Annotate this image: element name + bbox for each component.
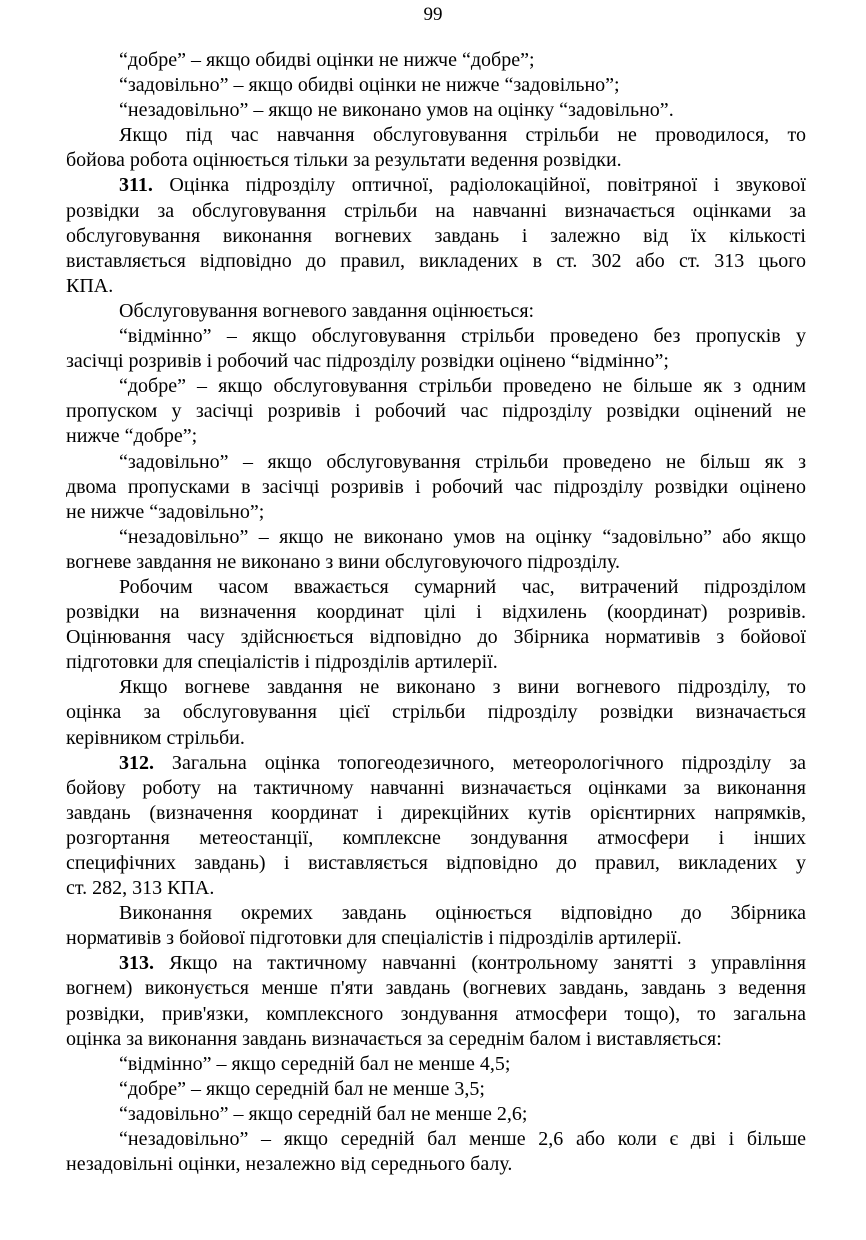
document-body [66,48,806,1177]
text-line: “відмінно” – якщо обслуговування стрільби проведено без пропусків у [119,325,806,348]
text-line: нормативів з бойової підготовки для спеціалістів і підрозділів артилерії. [66,927,682,950]
paragraph [66,299,806,324]
text-line [66,173,806,198]
text-line: Виконання окремих завдань оцінюється відповідно до Збірника [119,902,806,925]
text-line: не нижче “задовільно”; [66,500,265,523]
text-line: двома пропусками в засічці розривів і робочий час підрозділу розвідки оцінено [66,475,806,498]
text-line: бойову роботу на тактичному навчанні визначається оцінками за виконання [66,776,806,799]
text-line: специфічних завдань) і виставляється відповідно до правил, викладених у [66,852,806,874]
text-line: керівником стрільби. [66,726,245,749]
paragraph [66,374,806,449]
paragraph [66,1102,806,1127]
text-line: обслуговування виконання вогневих завдань і залежно від їх кількості [66,224,806,247]
line-text: Якщо на тактичному навчанні (контрольному занятті з управління [154,952,806,975]
text-line: “добре” – якщо обидві оцінки не нижче “добре”; [119,49,535,71]
text-line [66,751,806,776]
text-line: Обслуговування вогневого завдання оцінюється: [119,299,535,322]
text-line: “незадовільно” – якщо середній бал менше 2,6 або коли є дві і більше [119,1128,806,1151]
text-line: незадовільні оцінки, незалежно від середнього балу. [66,1153,513,1176]
text-line: вогневе завдання не виконано з вини обслуговуючого підрозділу. [66,550,620,573]
paragraph [66,675,806,750]
text-line: “відмінно” – якщо середній бал не менше 4,5; [119,1052,511,1075]
text-line: пропуском у засічці розривів і робочий час підрозділу розвідки оцінений не [66,400,806,423]
paragraph [66,525,806,575]
text-line: Якщо вогневе завдання не виконано з вини вогневого підрозділу, то [119,676,806,699]
text-line: “задовільно” – якщо обслуговування стрільби проведено не більш як з [119,450,806,473]
paragraph [66,1127,806,1177]
text-line: оцінка за обслуговування цієї стрільби підрозділу розвідки визначається [66,701,806,724]
section-number: 312. [119,751,154,774]
text-line: “незадовільно” – якщо не виконано умов на оцінку “задовільно”. [119,99,674,122]
text-line: оцінка за виконання завдань визначається за середнім балом і виставляється: [66,1027,722,1050]
text-line [66,951,806,976]
text-line: “добре” – якщо обслуговування стрільби проведено не більше як з одним [119,375,806,398]
text-line: “задовільно” – якщо середній бал не менше 2,6; [119,1102,528,1125]
text-line: виставляється відповідно до правил, викладених в ст. 302 або ст. 313 цього [66,249,806,272]
numbered-paragraph [66,173,806,298]
text-line: розгортання метеостанції, комплексне зондування атмосфери і інших [66,826,806,849]
paragraph [66,1077,806,1102]
text-line: розвідки, прив'язки, комплексного зондування атмосфери тощо), то загальна [66,1002,806,1025]
numbered-paragraph [66,751,806,902]
text-line: розвідки за обслуговування стрільби на навчанні визначається оцінками за [66,199,806,222]
text-line: “незадовільно” – якщо не виконано умов на оцінку “задовільно” або якщо [119,525,806,548]
text-line: ст. 282, 313 КПА. [66,877,215,900]
paragraph [66,123,806,173]
line-text: Оцінка підрозділу оптичної, радіолокаційної, повітряної і звукової [152,174,806,197]
text-line: засічці розривів і робочий час підрозділу розвідки оцінено “відмінно”; [66,350,669,373]
text-line: Робочим часом вважається сумарний час, витрачений підрозділом [119,575,806,598]
paragraph [66,98,806,123]
numbered-paragraph [66,951,806,1051]
paragraph [66,450,806,525]
text-line: розвідки на визначення координат цілі і відхилень (координат) розривів. [66,601,806,624]
section-number: 311. [119,174,153,197]
text-line: нижче “добре”; [66,425,198,448]
text-line: вогнем) виконується менше п'яти завдань (вогневих завдань, завдань з ведення [66,977,806,1000]
line-text: Загальна оцінка топогеодезичного, метеорологічного підрозділу за [154,751,806,774]
paragraph [66,1052,806,1077]
paragraph [66,901,806,951]
text-line: “задовільно” – якщо обидві оцінки не нижче “задовільно”; [119,74,620,97]
paragraph [66,73,806,98]
page-number: 99 [423,4,443,25]
text-line: КПА. [66,274,114,297]
text-line: завдань (визначення координат і дирекційних кутів орієнтирних напрямків, [66,801,806,824]
text-line: “добре” – якщо середній бал не менше 3,5; [119,1077,485,1100]
text-line: бойова робота оцінюється тільки за результати ведення розвідки. [66,149,622,172]
paragraph [66,575,806,675]
paragraph [66,324,806,374]
section-number: 313. [119,952,154,975]
text-line: Оцінювання часу здійснюється відповідно до Збірника нормативів з бойової [66,626,806,649]
paragraph [66,48,806,73]
text-line: Якщо під час навчання обслуговування стрільби не проводилося, то [119,124,806,147]
text-line: підготовки для спеціалістів і підрозділів артилерії. [66,651,498,674]
